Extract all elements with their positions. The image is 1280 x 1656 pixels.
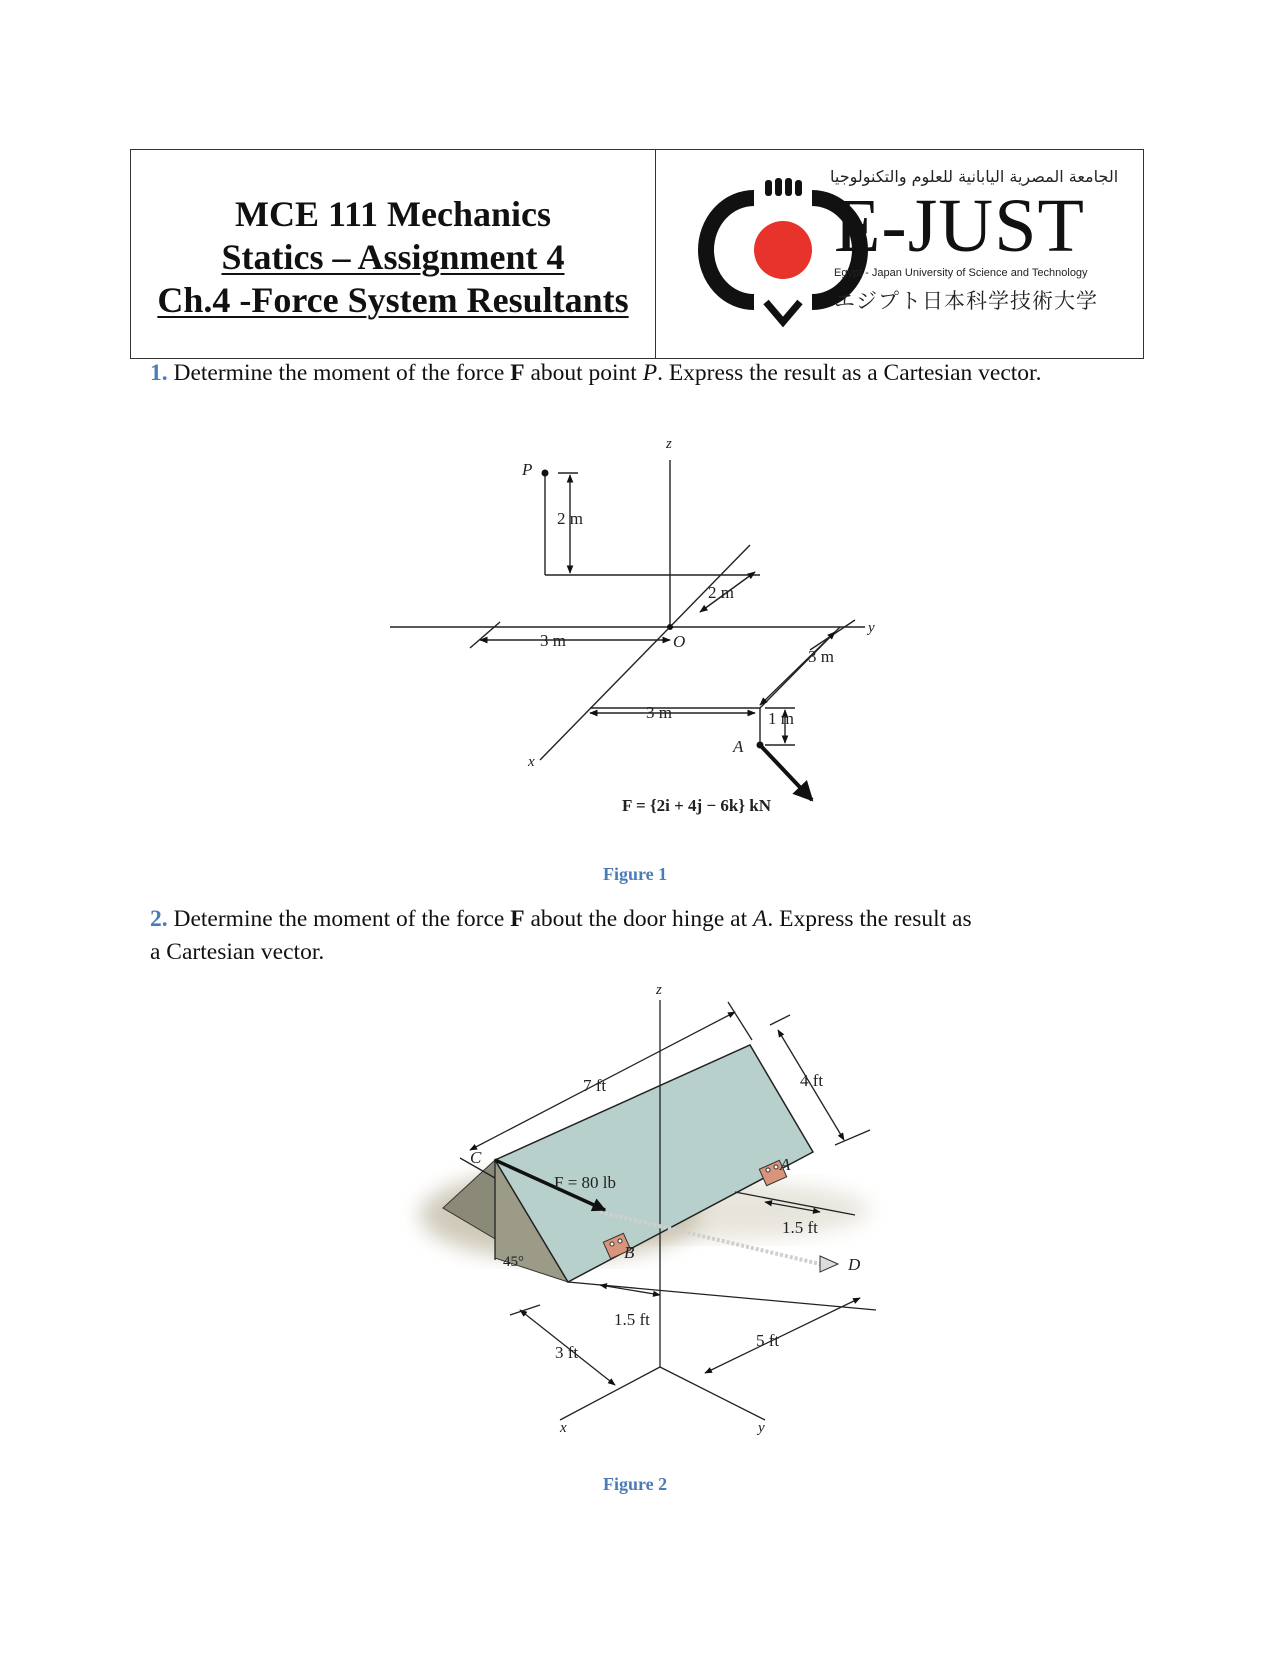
svg-text:B: B bbox=[624, 1243, 635, 1262]
figure-2-caption: Figure 2 bbox=[603, 1474, 668, 1494]
x-axis bbox=[560, 1367, 660, 1420]
svg-text:P: P bbox=[522, 460, 533, 479]
svg-text:z: z bbox=[666, 436, 672, 452]
svg-text:1.5 ft: 1.5 ft bbox=[614, 1310, 650, 1329]
force-label: F = 80 lb bbox=[554, 1173, 617, 1192]
svg-text:O: O bbox=[673, 632, 686, 651]
chapter-title: Ch.4 -Force System Resultants bbox=[157, 279, 629, 320]
y-axis bbox=[660, 1367, 765, 1420]
x-axis bbox=[540, 545, 750, 760]
svg-text:3 m: 3 m bbox=[808, 647, 834, 666]
question-2: 2. Determine the moment of the force F about the door hinge at A. Express the result as a Cartesian vector. bbox=[150, 906, 972, 965]
svg-text:7 ft: 7 ft bbox=[583, 1076, 607, 1095]
university-english-name: Egypt - Japan University of Science and Technology bbox=[834, 267, 1088, 279]
svg-text:1 m: 1 m bbox=[768, 709, 794, 728]
svg-text:2 m: 2 m bbox=[708, 583, 734, 602]
svg-text:z: z bbox=[656, 982, 662, 998]
svg-text:C: C bbox=[470, 1148, 482, 1167]
origin-o bbox=[667, 624, 673, 630]
svg-text:3 m: 3 m bbox=[540, 631, 566, 650]
svg-text:3 ft: 3 ft bbox=[555, 1343, 579, 1362]
svg-text:A: A bbox=[733, 737, 744, 756]
force-f-arrow bbox=[760, 745, 812, 800]
assignment-title: Statics – Assignment 4 bbox=[221, 236, 565, 277]
svg-text:4 ft: 4 ft bbox=[800, 1071, 824, 1090]
svg-text:5 ft: 5 ft bbox=[756, 1331, 780, 1350]
arabic-university-name: الجامعة المصرية اليابانية للعلوم والتكنولوجيا bbox=[830, 167, 1119, 186]
question-number: 1. bbox=[150, 360, 168, 386]
force-equation: F = {2i + 4j − 6k} kN bbox=[622, 796, 772, 815]
svg-text:1.5 ft: 1.5 ft bbox=[782, 1218, 818, 1237]
svg-text:A: A bbox=[780, 1155, 791, 1174]
figure-2-diagram bbox=[0, 980, 1280, 1480]
svg-text:x: x bbox=[560, 1420, 567, 1436]
ejust-wordmark: E-JUST bbox=[834, 184, 1085, 268]
svg-text:D: D bbox=[848, 1255, 861, 1274]
svg-text:x: x bbox=[528, 754, 535, 770]
figure-1-caption: Figure 1 bbox=[603, 864, 668, 884]
university-japanese-name: エジプト日本科学技術大学 bbox=[834, 289, 1098, 313]
anchor-d-icon bbox=[820, 1256, 838, 1272]
svg-text:y: y bbox=[758, 1420, 765, 1436]
svg-text:45°: 45° bbox=[503, 1254, 524, 1270]
point-p bbox=[542, 470, 549, 477]
svg-text:3 m: 3 m bbox=[646, 703, 672, 722]
svg-text:2 m: 2 m bbox=[557, 509, 583, 528]
svg-text:y: y bbox=[868, 620, 875, 636]
course-title: MCE 111 Mechanics bbox=[235, 193, 551, 234]
question-1: 1. Determine the moment of the force F about point P. Express the result as a Cartesian vector. bbox=[150, 360, 1042, 386]
question-number: 2. bbox=[150, 906, 168, 932]
